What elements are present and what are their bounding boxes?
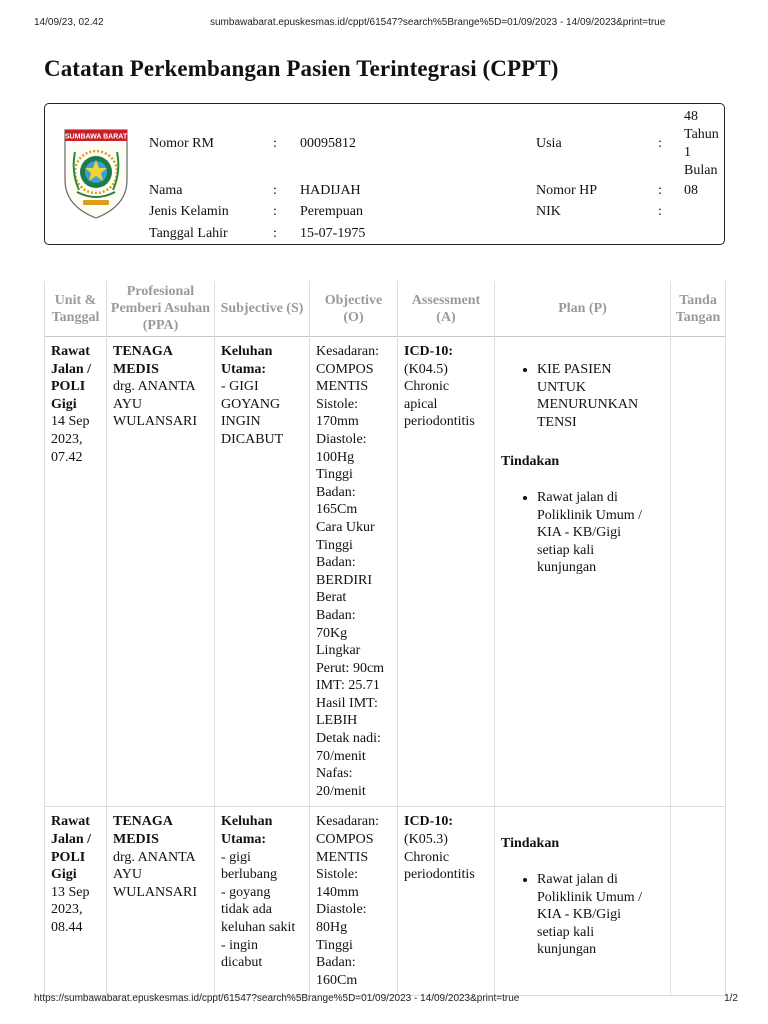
unit-text: POLI [51, 849, 86, 865]
objective-text: Badan: [316, 955, 356, 971]
objective-text: Tinggi [316, 937, 353, 953]
unit-text: Gigi [51, 867, 77, 883]
objective-text: Cara Ukur [316, 519, 375, 535]
plan-line: MENURUNKAN [537, 397, 639, 413]
objective-text: Kesadaran: [316, 814, 379, 830]
usia-value-2: Tahun [684, 127, 719, 142]
subjective-text: berlubang [221, 867, 277, 883]
unit-text: Rawat [51, 814, 90, 830]
cell-plan [495, 807, 671, 996]
cppt-table [44, 281, 726, 996]
assessment-text: Chronic [404, 379, 450, 395]
assessment-text: periodontitis [404, 414, 475, 430]
ppa-role: TENAGA [113, 814, 173, 830]
objective-text: 100Hg [316, 449, 355, 465]
ppa-name: AYU [113, 396, 143, 412]
col-header-assessment: Assessment (A) [398, 281, 495, 337]
separator: : [273, 226, 277, 241]
objective-text: BERDIRI [316, 572, 372, 588]
objective-text: COMPOS [316, 832, 374, 848]
table-row [45, 807, 726, 996]
date-text: 2023, [51, 431, 83, 447]
page-number: 1/2 [724, 993, 738, 1004]
tindakan-line: Poliklinik Umum / [537, 889, 643, 905]
subjective-label: Utama: [221, 361, 267, 377]
objective-text: 165Cm [316, 502, 358, 518]
objective-text: 70/menit [316, 748, 366, 764]
plan-line: • KIE PASIEN [537, 362, 612, 377]
cell-subjective [215, 337, 310, 807]
tindakan-line: kunjungan [537, 560, 597, 576]
col-header-unit: Unit & Tanggal [45, 281, 107, 337]
objective-text: Hasil IMT: [316, 695, 378, 711]
subjective-label: Utama: [221, 832, 267, 848]
tindakan-line: Poliklinik Umum / [537, 507, 643, 523]
separator: : [273, 136, 277, 151]
unit-text: POLI [51, 379, 86, 395]
tindakan-line: • Rawat jalan di [537, 872, 618, 888]
separator: : [273, 183, 277, 198]
objective-text: 140mm [316, 884, 359, 900]
cell-ppa [107, 337, 215, 807]
tindakan-item [537, 871, 664, 959]
jenis-kelamin-value: Perempuan [300, 204, 363, 219]
subjective-label: Keluhan [221, 814, 273, 830]
col-header-tanda-tangan: Tanda Tangan [671, 281, 726, 337]
cell-objective [310, 337, 398, 807]
date-text: 07.42 [51, 449, 83, 465]
objective-text: Badan: [316, 484, 356, 500]
subjective-text: GOYANG [221, 396, 281, 412]
col-header-subjective: Subjective (S) [215, 281, 310, 337]
nama-label: Nama [149, 183, 183, 198]
cell-subjective [215, 807, 310, 996]
assessment-label: ICD-10: [404, 344, 453, 359]
separator: : [273, 204, 277, 219]
objective-text: 170mm [316, 414, 359, 430]
col-header-plan: Plan (P) [495, 281, 671, 337]
cell-assessment [398, 337, 495, 807]
separator: : [658, 204, 662, 219]
plan-line: TENSI [537, 414, 577, 430]
usia-value-3: 1 [684, 145, 691, 160]
objective-text: Kesadaran: [316, 344, 379, 359]
unit-text: Rawat [51, 344, 90, 359]
print-footer [34, 993, 738, 1007]
objective-text: LEBIH [316, 713, 358, 729]
page-title: Catatan Perkembangan Pasien Terintegrasi (CPPT) [44, 56, 559, 81]
tindakan-line: setiap kali [537, 542, 595, 558]
objective-text: Detak nadi: [316, 731, 381, 747]
jenis-kelamin-label: Jenis Kelamin [149, 204, 229, 219]
separator: : [658, 183, 662, 198]
nomor-rm-value: 00095812 [300, 136, 356, 151]
subjective-text: dicabut [221, 955, 263, 971]
subjective-text: INGIN [221, 414, 261, 430]
assessment-text: Chronic [404, 849, 450, 865]
sumbawa-barat-logo [61, 122, 131, 222]
cell-tanda-tangan [671, 807, 726, 996]
subjective-text: DICABUT [221, 431, 284, 447]
subjective-text: - gigi [221, 849, 251, 865]
objective-text: Diastole: [316, 431, 367, 447]
objective-text: Perut: 90cm [316, 660, 385, 676]
date-text: 08.44 [51, 920, 83, 935]
objective-text: Diastole: [316, 902, 367, 918]
objective-text: 160Cm [316, 972, 358, 988]
subjective-text: tidak ada [221, 902, 272, 918]
plan-list [501, 361, 664, 431]
cell-objective [310, 807, 398, 996]
tindakan-line: setiap kali [537, 924, 595, 940]
patient-info-card [44, 103, 725, 245]
objective-text: Tinggi [316, 537, 353, 553]
objective-text: Tinggi [316, 467, 353, 483]
objective-text: MENTIS [316, 379, 369, 395]
usia-label: Usia [536, 136, 562, 151]
print-header [34, 17, 738, 33]
cell-assessment [398, 807, 495, 996]
assessment-text: (K05.3) [404, 832, 448, 848]
nik-label: NIK [536, 204, 561, 219]
date-text: 14 Sep [51, 414, 90, 430]
col-header-ppa: Profesional Pemberi Asuhan (PPA) [107, 281, 215, 337]
cell-unit-tanggal [45, 807, 107, 996]
ppa-role: MEDIS [113, 832, 159, 848]
tanggal-lahir-label: Tanggal Lahir [149, 226, 228, 241]
nama-value: HADIJAH [300, 183, 361, 198]
unit-text: Jalan / [51, 361, 92, 377]
table-header-row [45, 281, 726, 337]
ppa-name: drg. ANANTA [113, 379, 196, 395]
tindakan-label: Tindakan [501, 454, 560, 470]
cell-plan [495, 337, 671, 807]
objective-text: COMPOS [316, 361, 374, 377]
ppa-name: drg. ANANTA [113, 849, 196, 865]
subjective-text: keluhan sakit [221, 920, 296, 935]
objective-text: 20/menit [316, 783, 366, 799]
date-text: 13 Sep [51, 884, 90, 900]
assessment-text: (K04.5) [404, 361, 448, 377]
tindakan-list [501, 489, 664, 577]
plan-item [537, 361, 664, 431]
subjective-text: - ingin [221, 937, 258, 953]
objective-text: Sistole: [316, 867, 359, 883]
table-row [45, 337, 726, 807]
tanggal-lahir-value: 15-07-1975 [300, 226, 366, 241]
plan-line: UNTUK [537, 379, 586, 395]
usia-value-4: Bulan [684, 163, 718, 178]
objective-text: Badan: [316, 555, 356, 571]
ppa-role: MEDIS [113, 361, 159, 377]
objective-text: 80Hg [316, 920, 348, 935]
assessment-text: periodontitis [404, 867, 475, 883]
print-timestamp: 14/09/23, 02.42 [34, 17, 104, 28]
subjective-label: Keluhan [221, 344, 273, 359]
objective-text: Nafas: [316, 766, 353, 782]
usia-value-1: 48 [684, 109, 698, 124]
objective-text: MENTIS [316, 849, 369, 865]
objective-text: Badan: [316, 607, 356, 623]
cell-unit-tanggal [45, 337, 107, 807]
subjective-text: - GIGI [221, 379, 259, 395]
objective-text: Lingkar [316, 643, 361, 659]
objective-text: IMT: 25.71 [316, 678, 380, 694]
print-url: sumbawabarat.epuskesmas.id/cppt/61547?search%5Brange%5D=01/09/2023 - 14/09/2023&print=true [210, 17, 666, 28]
ppa-role: TENAGA [113, 344, 173, 359]
unit-text: Gigi [51, 396, 77, 412]
tindakan-line: • Rawat jalan di [537, 489, 618, 505]
ppa-name: AYU [113, 867, 143, 883]
tindakan-line: KIA - KB/Gigi [537, 525, 621, 541]
tindakan-line: KIA - KB/Gigi [537, 907, 621, 923]
cell-tanda-tangan [671, 337, 726, 807]
assessment-text: apical [404, 396, 438, 412]
cell-ppa [107, 807, 215, 996]
tindakan-list [501, 871, 664, 959]
nomor-rm-label: Nomor RM [149, 136, 214, 151]
objective-text: 70Kg [316, 625, 348, 641]
footer-url: https://sumbawabarat.epuskesmas.id/cppt/61547?search%5Brange%5D=01/09/2023 - 14/09/2023&print=true [34, 993, 520, 1004]
logo-text: SUMBAWA BARAT [64, 133, 128, 141]
ppa-name: WULANSARI [113, 414, 197, 430]
nomor-hp-value: 08 [684, 183, 698, 198]
objective-text: Berat [316, 590, 347, 606]
unit-text: Jalan / [51, 832, 92, 848]
tindakan-item [537, 489, 664, 577]
assessment-label: ICD-10: [404, 814, 453, 830]
ppa-name: WULANSARI [113, 884, 197, 900]
tindakan-line: kunjungan [537, 942, 597, 958]
separator: : [658, 136, 662, 151]
tindakan-label: Tindakan [501, 836, 560, 852]
col-header-objective: Objective (O) [310, 281, 398, 337]
subjective-text: - goyang [221, 884, 271, 900]
nomor-hp-label: Nomor HP [536, 183, 598, 198]
date-text: 2023, [51, 902, 83, 918]
objective-text: Sistole: [316, 396, 359, 412]
